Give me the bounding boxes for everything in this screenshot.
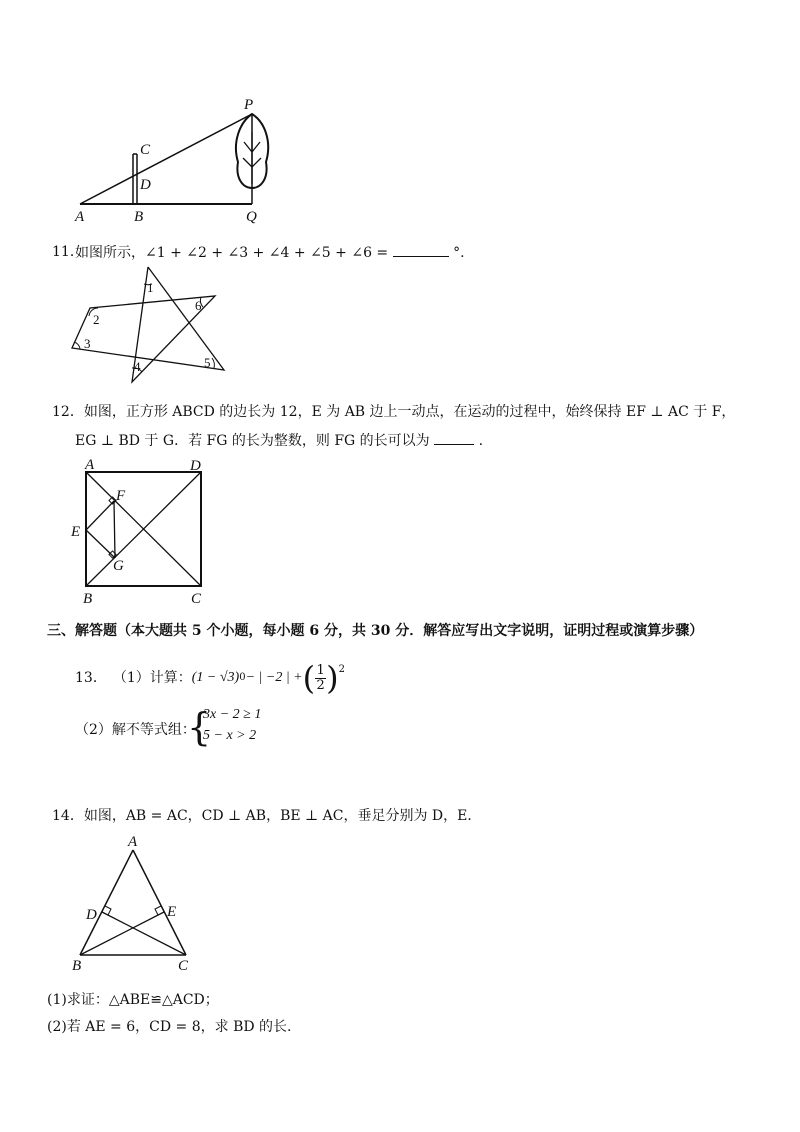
q11-tail: °.	[453, 245, 465, 261]
label-A-tri: A	[128, 834, 138, 850]
q11-text: 如图所示，∠1 + ∠2 + ∠3 + ∠4 + ∠5 + ∠6 =	[75, 245, 389, 261]
ineq-2: 5 − x > 2	[203, 728, 257, 743]
angle-label-4: 4	[134, 359, 141, 374]
frac-numerator: 1	[316, 662, 325, 678]
label-B: B	[134, 209, 144, 225]
side-ac	[133, 850, 186, 955]
frac-denominator: 2	[316, 677, 325, 693]
label-C: C	[140, 142, 151, 158]
label-G-sq: G	[113, 558, 124, 574]
label-D-sq: D	[190, 458, 201, 474]
q14-text: 14．如图，AB = AC，CD ⊥ AB，BE ⊥ AC，垂足分别为 D，E．	[52, 808, 482, 824]
paren-right: )	[326, 659, 339, 697]
label-D: D	[140, 177, 151, 193]
label-B-tri: B	[72, 958, 82, 974]
q14-sub2: (2)若 AE = 6，CD = 8，求 BD 的长.	[47, 1019, 292, 1035]
q13-expr-a: (1 − √3)	[191, 670, 240, 685]
q12-line1: 12．如图，正方形 ABCD 的边长为 12，E 为 AB 边上一动点，在运动的过程中，始终保持 EF ⊥ AC 于 F，	[52, 404, 736, 420]
angle-arc-5	[212, 358, 214, 368]
ineq-1: 3x − 2 ≥ 1	[203, 707, 262, 722]
label-P: P	[244, 97, 254, 113]
q12-line2	[75, 430, 483, 451]
tree-branches	[243, 132, 261, 184]
label-E-tri: E	[167, 904, 177, 920]
label-B-sq: B	[83, 591, 93, 607]
q13-part1-label: （1）计算：	[112, 670, 192, 686]
segment-ef	[86, 501, 114, 530]
label-D-tri: D	[86, 907, 97, 923]
q13-number: 13．	[75, 670, 107, 686]
segment-eg	[86, 530, 115, 558]
figure-isosceles-triangle	[68, 830, 208, 974]
q13-part2-label: （2）解不等式组：	[75, 722, 196, 738]
question-13-part1	[75, 660, 345, 696]
q12-tail: .	[478, 433, 484, 449]
angle-label-2: 2	[93, 312, 100, 327]
figure-star	[60, 262, 230, 392]
paren-left: (	[302, 659, 316, 697]
angle-label-1: 1	[147, 280, 154, 295]
question-11	[75, 242, 465, 263]
angle-label-3: 3	[84, 336, 91, 351]
figure-square	[68, 454, 218, 610]
segment-fg	[114, 501, 115, 558]
q13-exp0: 0	[239, 672, 246, 683]
angle-label-6: 6	[195, 298, 202, 313]
q12-line2-text: EG ⊥ BD 于 G．若 FG 的长为整数，则 FG 的长可以为	[75, 433, 430, 449]
label-F-sq: F	[116, 488, 126, 504]
label-Q: Q	[246, 209, 257, 225]
q13-expr-b: − | −2 | +	[245, 670, 303, 685]
figure-tree-shadow	[60, 92, 290, 227]
label-A: A	[75, 209, 85, 225]
q12-answer-blank[interactable]	[434, 430, 474, 445]
label-C-sq: C	[191, 591, 202, 607]
q14-sub1: (1)求证：△ABE≌△ACD；	[47, 992, 219, 1008]
q11-answer-blank[interactable]	[393, 242, 449, 257]
section-heading: 三、解答题（本大题共 5 个小题，每小题 6 分，共 30 分．解答应写出文字说明，证明过程或演算步骤）	[47, 623, 704, 639]
label-A-sq: A	[85, 457, 95, 473]
sight-line	[80, 114, 252, 204]
q13-exp2: 2	[338, 664, 345, 675]
q13-fraction	[315, 664, 326, 693]
label-E-sq: E	[71, 524, 81, 540]
system-brace: {	[187, 705, 212, 749]
angle-label-5: 5	[204, 355, 211, 370]
side-ab	[80, 850, 133, 955]
label-C-tri: C	[178, 958, 189, 974]
q11-number: 11．	[52, 244, 84, 260]
